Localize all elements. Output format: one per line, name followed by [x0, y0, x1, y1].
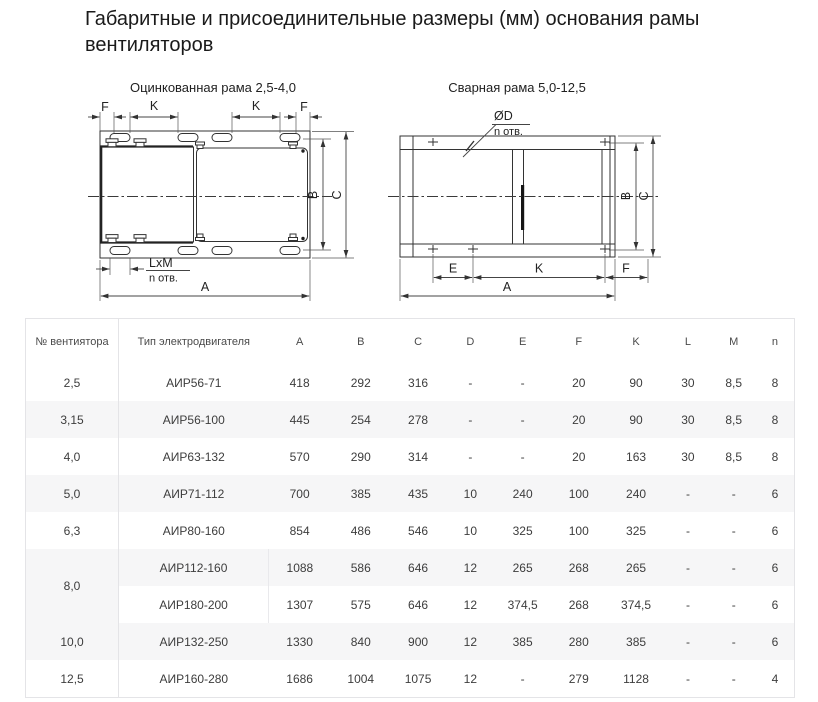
column-header-9: L [684, 335, 691, 348]
table-row [26, 512, 795, 549]
cell-dimension-value: - [685, 523, 690, 538]
cell-dimension-value: 8,5 [725, 375, 743, 390]
cell-dimension-value: - [685, 597, 690, 612]
cell-dimension-value: - [468, 449, 473, 464]
cell-dimension-value: 435 [408, 486, 429, 501]
cell-dimension-value: 12 [463, 671, 478, 686]
cell-dimension-value: 240 [512, 486, 533, 501]
drawing-caption-galvanized: Оцинкованная рама 2,5-4,0 [129, 80, 297, 95]
cell-dimension-value: 30 [681, 375, 695, 390]
table-row [26, 401, 795, 438]
cell-dimension-value: - [731, 597, 736, 612]
cell-dimension-value: 316 [408, 375, 429, 390]
cell-fan-number: 3,15 [26, 401, 119, 438]
cell-dimension-value: - [731, 486, 736, 501]
cell-dimension-value: 385 [512, 634, 533, 649]
galvanized-frame-body [88, 131, 332, 258]
cell-fan-number: 6,3 [26, 512, 119, 549]
dim-label-holes-welded: n отв. [494, 126, 523, 138]
table-row [26, 438, 795, 475]
dim-label-f-left: F [101, 100, 109, 114]
dimensions-table [25, 318, 795, 698]
cell-dimension-value: 8,5 [725, 412, 743, 427]
cell-dimension-value: 4 [771, 671, 779, 686]
cell-dimension-value: 374,5 [507, 597, 538, 612]
cell-dimension-value: 20 [572, 412, 586, 427]
cell-dimension-value: 6 [771, 560, 779, 575]
cell-dimension-value: 418 [289, 375, 310, 390]
dim-label-f-right: F [300, 100, 308, 114]
cell-dimension-value: 570 [289, 449, 310, 464]
cell-dimension-value: - [731, 671, 736, 686]
cell-dimension-value: - [731, 523, 736, 538]
page-title-line2: вентиляторов [85, 34, 214, 56]
cell-dimension-value: 646 [408, 597, 429, 612]
dim-label-k-welded: K [534, 261, 544, 276]
cell-dimension-value: 1075 [404, 671, 432, 686]
cell-dimension-value: - [468, 375, 473, 390]
cell-dimension-value: 268 [568, 560, 589, 575]
cell-fan-number: 2,5 [26, 364, 119, 401]
cell-dimension-value: 385 [350, 486, 371, 501]
cell-dimension-value: 1088 [286, 560, 314, 575]
cell-fan-number: 12,5 [26, 660, 119, 698]
cell-dimension-value: 6 [771, 597, 779, 612]
cell-motor-type: АИР80-160 [162, 523, 225, 538]
dim-label-diameter: ØD [494, 109, 513, 123]
column-header-1: Тип электродвигателя [137, 335, 250, 348]
galvanized-dim-right [303, 132, 354, 259]
cell-dimension-value: 1004 [347, 671, 375, 686]
column-header-10: M [729, 335, 739, 348]
cell-motor-type: АИР160-280 [159, 671, 229, 686]
cell-dimension-value: 1686 [286, 671, 313, 686]
galvanized-dim-bottom [96, 256, 310, 301]
cell-dimension-value: 30 [681, 449, 695, 464]
cell-dimension-value: - [520, 375, 525, 390]
cell-dimension-value: 1330 [286, 634, 313, 649]
cell-dimension-value: 265 [626, 560, 647, 575]
cell-dimension-value: 100 [568, 523, 589, 538]
cell-fan-number: 10,0 [26, 623, 119, 660]
drawing-caption-welded: Сварная рама 5,0-12,5 [448, 80, 586, 95]
cell-dimension-value: 1307 [286, 597, 314, 612]
page-title [85, 6, 785, 58]
cell-dimension-value: 486 [350, 523, 371, 538]
cell-dimension-value: 1128 [623, 671, 649, 686]
cell-motor-type: АИР71-112 [163, 486, 225, 501]
column-header-3: B [357, 335, 365, 348]
cell-dimension-value: - [685, 634, 690, 649]
cell-dimension-value: 445 [289, 412, 310, 427]
cell-dimension-value: 90 [629, 375, 643, 390]
galvanized-dim-top [88, 99, 322, 133]
cell-dimension-value: 20 [572, 375, 586, 390]
cell-dimension-value: 586 [350, 560, 371, 575]
cell-motor-type: АИР112-160 [119, 549, 269, 586]
table-row [26, 364, 795, 401]
cell-dimension-value: - [685, 560, 690, 575]
dim-label-slot: LxM [149, 256, 173, 270]
cell-dimension-value: 325 [626, 523, 647, 538]
column-header-5: D [466, 335, 475, 348]
cell-dimension-value: - [520, 412, 525, 427]
cell-dimension-value: 546 [408, 523, 429, 538]
cell-dimension-value: 240 [626, 486, 647, 501]
cell-fan-number: 4,0 [26, 438, 119, 475]
cell-motor-type: АИР56-71 [166, 375, 222, 390]
cell-dimension-value: 840 [350, 634, 371, 649]
cell-dimension-value: 700 [289, 486, 310, 501]
cell-dimension-value: 8,5 [725, 449, 743, 464]
cell-motor-type: АИР56-100 [162, 412, 225, 427]
cell-dimension-value: 265 [512, 560, 533, 575]
column-header-8: K [632, 335, 640, 348]
cell-dimension-value: - [520, 671, 525, 686]
cell-motor-type: АИР180-200 [119, 586, 269, 623]
table-row [26, 549, 795, 586]
dim-label-a-welded: A [502, 280, 512, 294]
drawing-welded-frame [388, 80, 661, 301]
dim-label-c: C [330, 190, 344, 200]
table-header [26, 319, 795, 365]
cell-dimension-value: 12 [463, 634, 478, 649]
dim-label-k-right: K [251, 99, 261, 113]
cell-dimension-value: 374,5 [621, 597, 652, 612]
cell-dimension-value: 900 [408, 634, 429, 649]
dim-label-e: E [448, 261, 458, 276]
cell-dimension-value: 8 [771, 375, 779, 390]
cell-fan-number: 5,0 [26, 475, 119, 512]
dim-label-b-welded: B [619, 191, 633, 201]
cell-dimension-value: 575 [350, 597, 371, 612]
cell-dimension-value: 10 [463, 523, 478, 538]
cell-dimension-value: 6 [771, 523, 779, 538]
cell-dimension-value: 385 [626, 634, 647, 649]
cell-dimension-value: 8 [771, 449, 779, 464]
cell-dimension-value: 325 [512, 523, 533, 538]
cell-dimension-value: 163 [626, 449, 647, 464]
cell-dimension-value: 646 [408, 560, 429, 575]
table-row [26, 586, 795, 623]
cell-dimension-value: 854 [289, 523, 310, 538]
cell-dimension-value: - [520, 449, 525, 464]
welded-dim-bottom [400, 254, 648, 301]
cell-dimension-value: 6 [771, 486, 779, 501]
drawings-canvas [0, 75, 818, 313]
column-header-4: C [414, 335, 423, 348]
cell-dimension-value: - [731, 560, 736, 575]
cell-dimension-value: 278 [408, 412, 429, 427]
cell-dimension-value: 268 [568, 597, 589, 612]
table-row [26, 623, 795, 660]
dim-label-a: A [200, 280, 210, 294]
table-row [26, 660, 795, 698]
cell-dimension-value: - [731, 634, 736, 649]
cell-dimension-value: 8 [771, 412, 779, 427]
cell-dimension-value: 90 [629, 412, 643, 427]
column-header-2: A [295, 335, 304, 348]
cell-dimension-value: 20 [572, 449, 586, 464]
cell-dimension-value: 100 [568, 486, 589, 501]
welded-frame-body [388, 136, 658, 257]
cell-dimension-value: 279 [568, 671, 589, 686]
column-header-6: E [518, 335, 527, 348]
cell-dimension-value: - [685, 671, 690, 686]
column-header-7: F [575, 335, 583, 348]
dim-label-f-welded: F [622, 261, 630, 276]
page-title-line1: Габаритные и присоединительные размеры (мм) основания рамы [85, 8, 700, 30]
cell-dimension-value: 6 [771, 634, 779, 649]
cell-dimension-value: 290 [350, 449, 371, 464]
table-row [26, 475, 795, 512]
cell-motor-type: АИР132-250 [159, 634, 229, 649]
column-header-0: № вентиятора [26, 319, 119, 365]
cell-dimension-value: 292 [350, 375, 371, 390]
cell-dimension-value: 12 [463, 560, 478, 575]
cell-dimension-value: 10 [463, 486, 478, 501]
dim-label-k-left: K [149, 99, 159, 113]
drawings-section [0, 75, 818, 313]
dim-label-c-welded: C [637, 191, 651, 201]
drawing-galvanized-frame [88, 80, 354, 301]
dim-label-b: B [306, 190, 320, 200]
column-header-11: n [771, 335, 779, 348]
cell-dimension-value: - [468, 412, 473, 427]
cell-dimension-value: 254 [350, 412, 371, 427]
cell-dimension-value: 314 [408, 449, 429, 464]
cell-fan-number: 8,0 [26, 549, 119, 623]
table-body [26, 364, 795, 698]
cell-dimension-value: - [685, 486, 690, 501]
cell-dimension-value: 280 [568, 634, 589, 649]
dim-label-holes: n отв. [149, 272, 178, 285]
cell-dimension-value: 12 [463, 597, 478, 612]
cell-motor-type: АИР63-132 [162, 449, 225, 464]
cell-dimension-value: 30 [681, 412, 695, 427]
